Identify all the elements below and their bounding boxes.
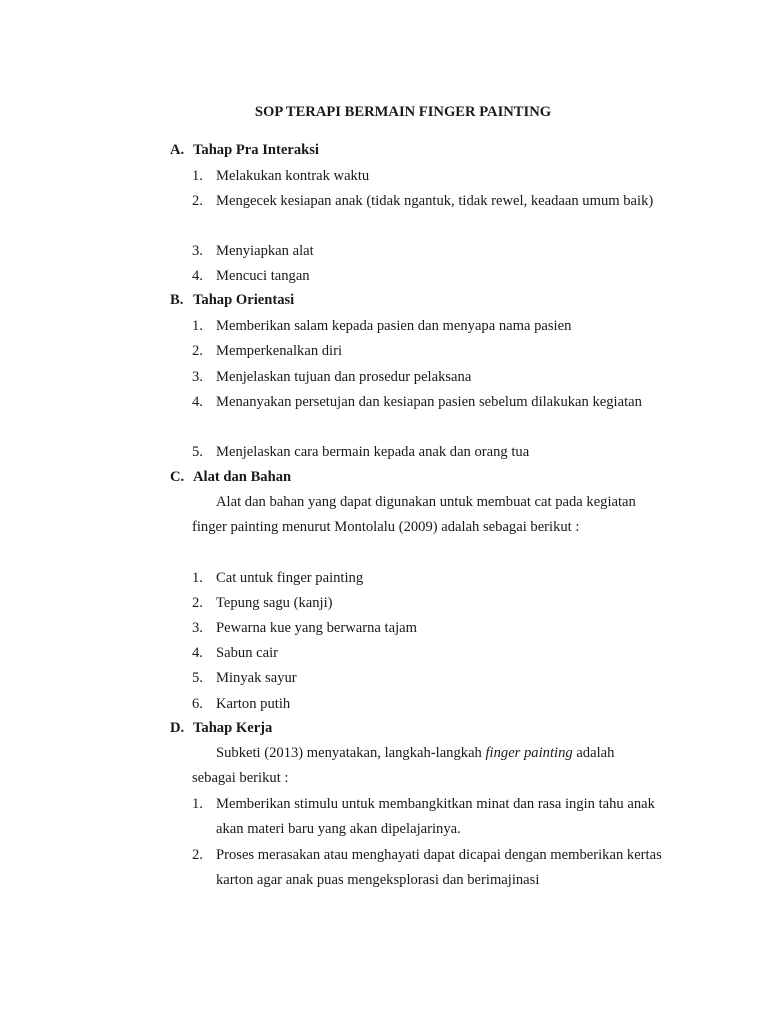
list-item [192,618,662,641]
list-item [192,568,662,591]
item-number: 2. [192,343,203,359]
item-number: 2. [192,847,203,863]
item-text: Memberikan stimulu untuk membangkitkan minat dan rasa ingin tahu anak akan materi baru yang akan dipelajarinya. [216,796,655,837]
item-number: 4. [192,645,203,661]
item-number: 1. [192,570,203,586]
section-letter: A. [170,142,185,158]
item-text: Menjelaskan tujuan dan prosedur pelaksana [216,369,472,385]
item-number: 4. [192,394,203,410]
section-c-heading [170,467,291,487]
item-text: Memberikan salam kepada pasien dan menyapa nama pasien [216,318,572,334]
list-item [192,694,662,717]
section-b-heading [170,290,294,310]
item-number: 1. [192,318,203,334]
item-text: Tepung sagu (kanji) [216,595,333,611]
item-text: Mencuci tangan [216,268,310,284]
list-item [192,442,662,465]
item-text: Pewarna kue yang berwarna tajam [216,620,417,636]
item-number: 2. [192,193,203,209]
section-title: Tahap Pra Interaksi [193,142,319,158]
item-text: Mengecek kesiapan anak (tidak ngantuk, tidak rewel, keadaan umum baik) [216,193,654,209]
item-number: 1. [192,796,203,812]
section-title: Tahap Orientasi [193,292,295,308]
intro-text: adalah sebagai berikut : [192,745,615,787]
section-letter: D. [170,720,185,736]
item-text: Karton putih [216,696,291,712]
list-item [192,341,662,364]
list-item [192,191,662,214]
list-item [192,266,662,289]
item-text: Proses merasakan atau menghayati dapat dicapai dengan memberikan kertas karton agar anak puas mengeksplorasi dan berimajinasi [216,847,662,888]
list-item [192,241,662,264]
item-text: Sabun cair [216,645,279,661]
item-text: Minyak sayur [216,670,297,686]
item-text: Menjelaskan cara bermain kepada anak dan orang tua [216,444,530,460]
item-number: 5. [192,444,203,460]
item-text: Cat untuk finger painting [216,570,364,586]
item-text: Menyiapkan alat [216,243,314,259]
item-text: Menanyakan persetujan dan kesiapan pasien sebelum dilakukan kegiatan [216,394,642,410]
section-title: Alat dan Bahan [193,469,292,485]
section-letter: B. [170,292,184,308]
list-item [192,392,662,415]
list-item [192,668,662,691]
item-number: 6. [192,696,203,712]
section-intro-paragraph: Alat dan bahan yang dapat digunakan untuk membuat cat pada kegiatan finger painting menurut Montolalu (2009) adalah sebagai berikut : [192,494,636,536]
item-number: 2. [192,595,203,611]
list-item [192,367,662,390]
item-text: Memperkenalkan diri [216,343,343,359]
list-item [192,316,662,339]
section-title: Tahap Kerja [193,720,273,736]
item-number: 4. [192,268,203,284]
item-text: Melakukan kontrak waktu [216,168,370,184]
section-intro-paragraph [192,741,652,792]
intro-emphasis: finger painting [485,745,573,761]
list-item [192,643,662,666]
item-number: 3. [192,620,203,636]
section-a-heading [170,140,319,160]
intro-text: Subketi (2013) menyatakan, langkah-langkah [216,745,486,761]
item-number: 3. [192,243,203,259]
list-item [192,845,662,893]
list-item [192,166,662,189]
list-item [192,794,662,842]
item-number: 3. [192,369,203,385]
section-letter: C. [170,469,185,485]
item-number: 1. [192,168,203,184]
section-d-heading [170,718,272,738]
document-title: SOP TERAPI BERMAIN FINGER PAINTING [254,104,552,120]
item-number: 5. [192,670,203,686]
list-item [192,593,662,616]
